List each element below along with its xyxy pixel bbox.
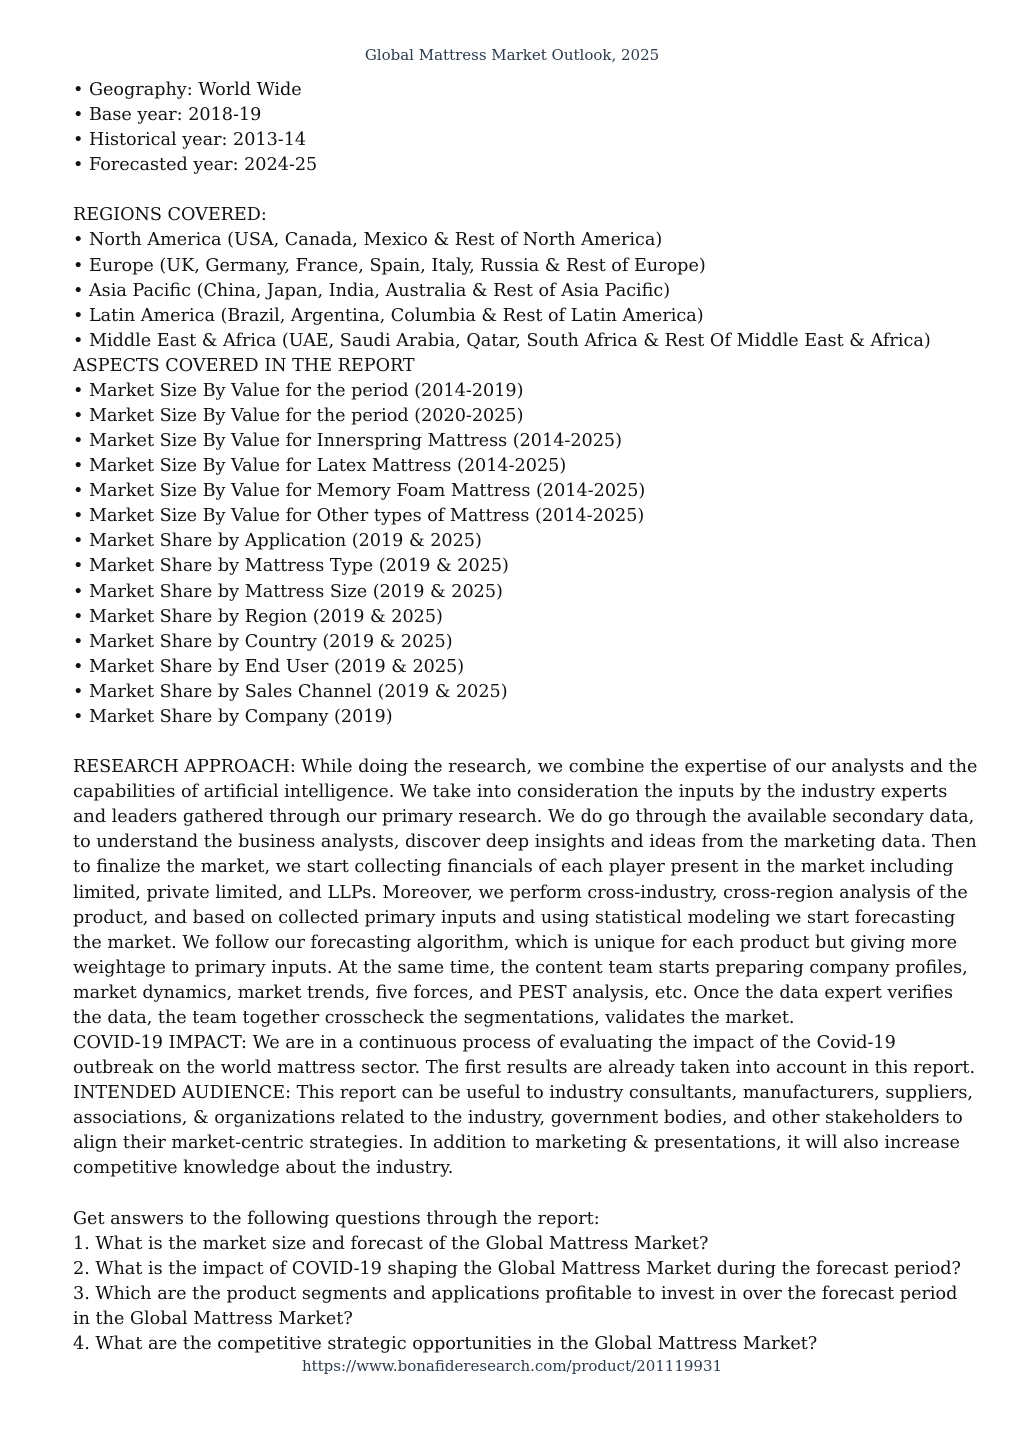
question-item: in the Global Mattress Market? <box>73 1308 353 1329</box>
aspect-item: • Market Share by Mattress Size (2019 & 2025) <box>73 581 503 602</box>
scope-item: • Historical year: 2013-14 <box>73 130 307 151</box>
aspects-section <box>73 354 953 730</box>
aspect-item: • Market Share by Application (2019 & 2025) <box>73 531 482 552</box>
paragraph-line: align their market-centric strategies. In addition to marketing & presentations, it will also increase <box>73 1133 960 1154</box>
paragraph-line: competitive knowledge about the industry. <box>73 1158 454 1179</box>
spacer <box>73 178 953 203</box>
aspect-item: • Market Share by Country (2019 & 2025) <box>73 631 453 652</box>
paragraph-line: limited, private limited, and LLPs. Moreover, we perform cross-industry, cross-region analysis of the <box>73 882 968 903</box>
aspects-heading: ASPECTS COVERED IN THE REPORT <box>73 355 415 376</box>
scope-list <box>73 78 953 178</box>
paragraph-line: COVID-19 IMPACT: We are in a continuous process of evaluating the impact of the Covid-19 <box>73 1032 896 1053</box>
spacer <box>73 730 953 755</box>
paragraph-line: to understand the business analysts, discover deep insights and ideas from the marketing data. Then <box>73 832 977 853</box>
aspect-item: • Market Share by Region (2019 & 2025) <box>73 606 443 627</box>
region-item: • North America (USA, Canada, Mexico & Rest of North America) <box>73 230 663 251</box>
paragraph-line: product, and based on collected primary inputs and using statistical modeling we start forecasting <box>73 907 956 928</box>
aspect-item: • Market Share by Sales Channel (2019 & 2025) <box>73 681 508 702</box>
scope-item: • Forecasted year: 2024-25 <box>73 155 318 176</box>
questions-intro: Get answers to the following questions through the report: <box>73 1208 600 1229</box>
aspect-item: • Market Share by End User (2019 & 2025) <box>73 656 465 677</box>
aspect-item: • Market Size By Value for Memory Foam Mattress (2014-2025) <box>73 481 646 502</box>
aspect-item: • Market Size By Value for Innerspring Mattress (2014-2025) <box>73 431 622 452</box>
question-item: 4. What are the competitive strategic opportunities in the Global Mattress Market? <box>73 1333 818 1354</box>
region-item: • Asia Pacific (China, Japan, India, Australia & Rest of Asia Pacific) <box>73 280 671 301</box>
paragraph-line: outbreak on the world mattress sector. The first results are already taken into account in this report. <box>73 1058 976 1079</box>
aspect-item: • Market Size By Value for the period (2014-2019) <box>73 380 524 401</box>
paragraph-line: capabilities of artificial intelligence. We take into consideration the inputs by the industry experts <box>73 782 948 803</box>
paragraph-line: the data, the team together crosscheck the segmentations, validates the market. <box>73 1007 795 1028</box>
page-header-title: Global Mattress Market Outlook, 2025 <box>364 46 660 64</box>
aspect-item: • Market Size By Value for Other types of Mattress (2014-2025) <box>73 506 645 527</box>
regions-section <box>73 203 953 353</box>
paragraph-line: market dynamics, market trends, five forces, and PEST analysis, etc. Once the data expert verifies <box>73 982 953 1003</box>
aspect-item: • Market Share by Mattress Type (2019 & 2025) <box>73 556 509 577</box>
covid-impact-paragraph <box>73 1031 976 1081</box>
paragraph-line: RESEARCH APPROACH: While doing the research, we combine the expertise of our analysts and the <box>73 757 978 778</box>
paragraph-line: weightage to primary inputs. At the same time, the content team starts preparing company profiles, <box>73 957 968 978</box>
region-item: • Europe (UK, Germany, France, Spain, Italy, Russia & Rest of Europe) <box>73 255 706 276</box>
footer-url: https://www.bonafideresearch.com/product/201119931 <box>301 1357 723 1375</box>
regions-heading: REGIONS COVERED: <box>73 205 267 226</box>
paragraph-line: the market. We follow our forecasting algorithm, which is unique for each product but giving more <box>73 932 958 953</box>
questions-section <box>73 1207 961 1357</box>
question-item: 2. What is the impact of COVID-19 shaping the Global Mattress Market during the forecast period? <box>73 1258 961 1279</box>
paragraph-line: to finalize the market, we start collecting financials of each player present in the market including <box>73 857 954 878</box>
paragraph-line: INTENDED AUDIENCE: This report can be useful to industry consultants, manufacturers, suppliers, <box>73 1083 973 1104</box>
intended-audience-paragraph <box>73 1081 973 1181</box>
paragraph-line: associations, & organizations related to the industry, government bodies, and other stakeholders to <box>73 1108 963 1129</box>
paragraph-line: and leaders gathered through our primary research. We do go through the available secondary data, <box>73 807 975 828</box>
region-item: • Latin America (Brazil, Argentina, Columbia & Rest of Latin America) <box>73 305 704 326</box>
question-item: 1. What is the market size and forecast of the Global Mattress Market? <box>73 1233 709 1254</box>
document-body <box>73 78 978 1357</box>
spacer <box>73 1181 953 1206</box>
scope-item: • Geography: World Wide <box>73 80 302 100</box>
aspect-item: • Market Size By Value for Latex Mattress (2014-2025) <box>73 456 567 477</box>
aspect-item: • Market Share by Company (2019) <box>73 706 393 727</box>
aspect-item: • Market Size By Value for the period (2020-2025) <box>73 406 524 427</box>
research-approach-paragraph <box>73 755 978 1031</box>
region-item: • Middle East & Africa (UAE, Saudi Arabia, Qatar, South Africa & Rest Of Middle East & Africa) <box>73 330 931 351</box>
scope-item: • Base year: 2018-19 <box>73 105 262 126</box>
question-item: 3. Which are the product segments and applications profitable to invest in over the forecast period <box>73 1283 958 1304</box>
